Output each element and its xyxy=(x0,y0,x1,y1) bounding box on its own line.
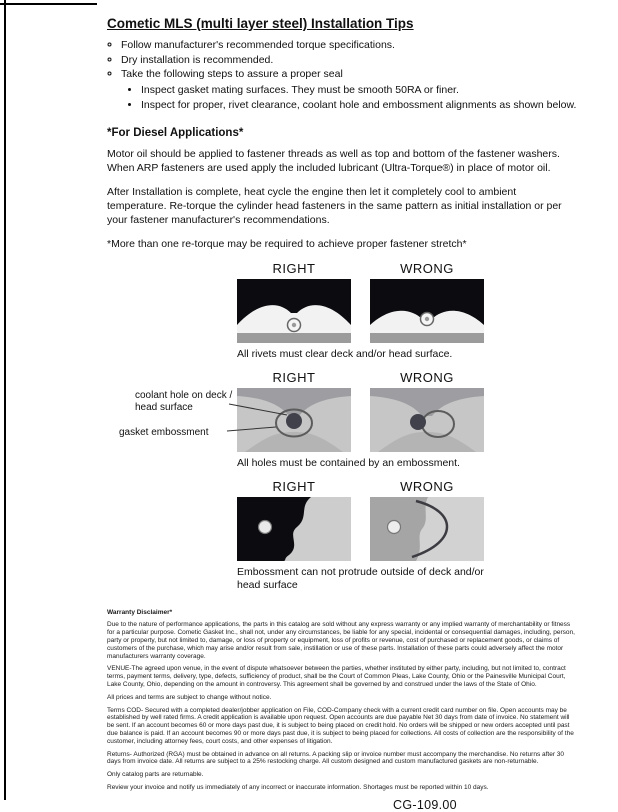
scan-border-left xyxy=(4,0,6,800)
review-invoice-line: Review your invoice and notify us immediately of any incorrect or inaccurate information. Shortages must be reported within 10 days. xyxy=(107,783,489,791)
prices-paragraph: All prices and terms are subject to change without notice. xyxy=(107,693,272,701)
document-content xyxy=(107,16,578,812)
warranty-paragraph: Due to the nature of performance applications, the parts in this catalog are sold without any express warranty or any implied warranty of merchantability or fitness for a particular purpose. Cometic Gasket Inc., shall not, under any circumstances, be liable for any special, incidental or consequential damages, including, person, party or property, but not limited to, damage, or loss of property or equipment, loss of profits or revenue, cost of purchased or replacement goods, or claims of customers of the purchase, which may arise and/or result from sale, instillation or use of these parts. Installation of these parts could adversely affect the motor manufacturers warranty coverage. xyxy=(107,621,575,660)
wrong-label: WRONG xyxy=(400,370,454,386)
diagram-row-embossment xyxy=(107,479,578,592)
gasket-embossment-callout: gasket embossment xyxy=(119,427,209,439)
rivet-clearance-right-diagram xyxy=(237,279,351,343)
list-item: ◦ Dry installation is recommended. xyxy=(121,54,578,68)
list-item: ◦ Follow manufacturer's recommended torque specifications. xyxy=(121,39,578,53)
diagram-row-rivets xyxy=(107,261,578,360)
installation-tips-list xyxy=(107,39,578,112)
right-label: RIGHT xyxy=(272,370,316,386)
retorque-note: *More than one re-torque may be required to achieve proper fastener stretch* xyxy=(107,237,467,250)
list-item: • Inspect gasket mating surfaces. They must be smooth 50RA or finer. xyxy=(141,84,578,98)
right-label: RIGHT xyxy=(272,479,316,495)
wrong-label: WRONG xyxy=(400,479,454,495)
embossment-protrude-right-diagram xyxy=(237,497,351,561)
rivets-caption: All rivets must clear deck and/or head surface. xyxy=(237,348,453,361)
venue-paragraph: VENUE-The agreed upon venue, in the event of dispute whatsoever between the parties, whether instituted by either party, including, but not limited to, contract terms, payment terms, delivery, type, defects, sufficiency of product, shall be the Court of Common Pleas, Lake County, Ohio or the Painesville Municipal Court, Lake County, Ohio, depending on the amount in controversy. This agreement shall be governed by and construed under the laws of the State of Ohio. xyxy=(107,665,566,688)
returns-paragraph: Returns- Authorized (RGA) must be obtained in advance on all returns. A packing slip or invoice number must accompany the merchandise. No returns after 30 days from invoice date. All returns are subject to a 25% restocking charge. All custom designed and custom manufactured gaskets are non-returnable. xyxy=(107,750,565,766)
diesel-paragraph-2: After Installation is complete, heat cycle the engine then let it completely cool to ambient temperature. Re-torque the cylinder head fasteners in the same pattern as initial installation or per your fastener manufacturer's recommendations. xyxy=(107,185,562,226)
coolant-hole-callout: coolant hole on deck / head surface xyxy=(135,390,233,414)
warranty-heading: Warranty Disclaimer* xyxy=(107,608,173,616)
warranty-disclaimer-section xyxy=(107,609,578,792)
proper-seal-sublist xyxy=(121,84,578,112)
embossment-protrude-wrong-diagram xyxy=(370,497,484,561)
terms-cod-paragraph: Terms COD- Secured with a completed dealer/jobber application on File, COD-Company check with a current credit card number on file. Open accounts may be established by well rated firms. A credit application is available upon request. Open accounts are due payable Net 30 days from date of invoice. No statement will be sent. If an account becomes 60 or more days past due, it is subject to being placed on credit hold. No orders will be shipped or new orders accepted until past due balance is paid. If an account becomes 90 or more days past due, it is subject to being placed for collections. All costs of collection are the responsibility of the customer, including attorney fees, court costs, and other expenses of litigation. xyxy=(107,706,574,745)
catalog-parts-line: Only catalog parts are returnable. xyxy=(107,771,204,779)
right-label: RIGHT xyxy=(272,261,316,277)
list-item xyxy=(121,68,578,112)
page-title: Cometic MLS (multi layer steel) Installation Tips xyxy=(107,16,414,31)
list-item: • Inspect for proper, rivet clearance, coolant hole and embossment alignments as shown below. xyxy=(141,99,578,113)
rivet-clearance-wrong-diagram xyxy=(370,279,484,343)
diesel-applications-heading: *For Diesel Applications* xyxy=(107,127,244,140)
scan-border-top xyxy=(0,3,97,5)
document-code: CG-109.00 xyxy=(393,797,457,812)
hole-embossment-right-diagram xyxy=(237,388,351,452)
hole-embossment-wrong-diagram xyxy=(370,388,484,452)
embossment-caption: Embossment can not protrude outside of deck and/or head surface xyxy=(237,566,484,592)
holes-caption: All holes must be contained by an embossment. xyxy=(237,457,460,470)
list-item-text: Take the following steps to assure a proper seal xyxy=(121,68,343,81)
diesel-paragraph-1: Motor oil should be applied to fastener threads as well as top and bottom of the fastener washers. When ARP fasteners are used apply the included lubricant (Ultra-Torque®) in place of motor oil. xyxy=(107,148,560,175)
wrong-label: WRONG xyxy=(400,261,454,277)
diagram-row-holes xyxy=(107,370,578,469)
